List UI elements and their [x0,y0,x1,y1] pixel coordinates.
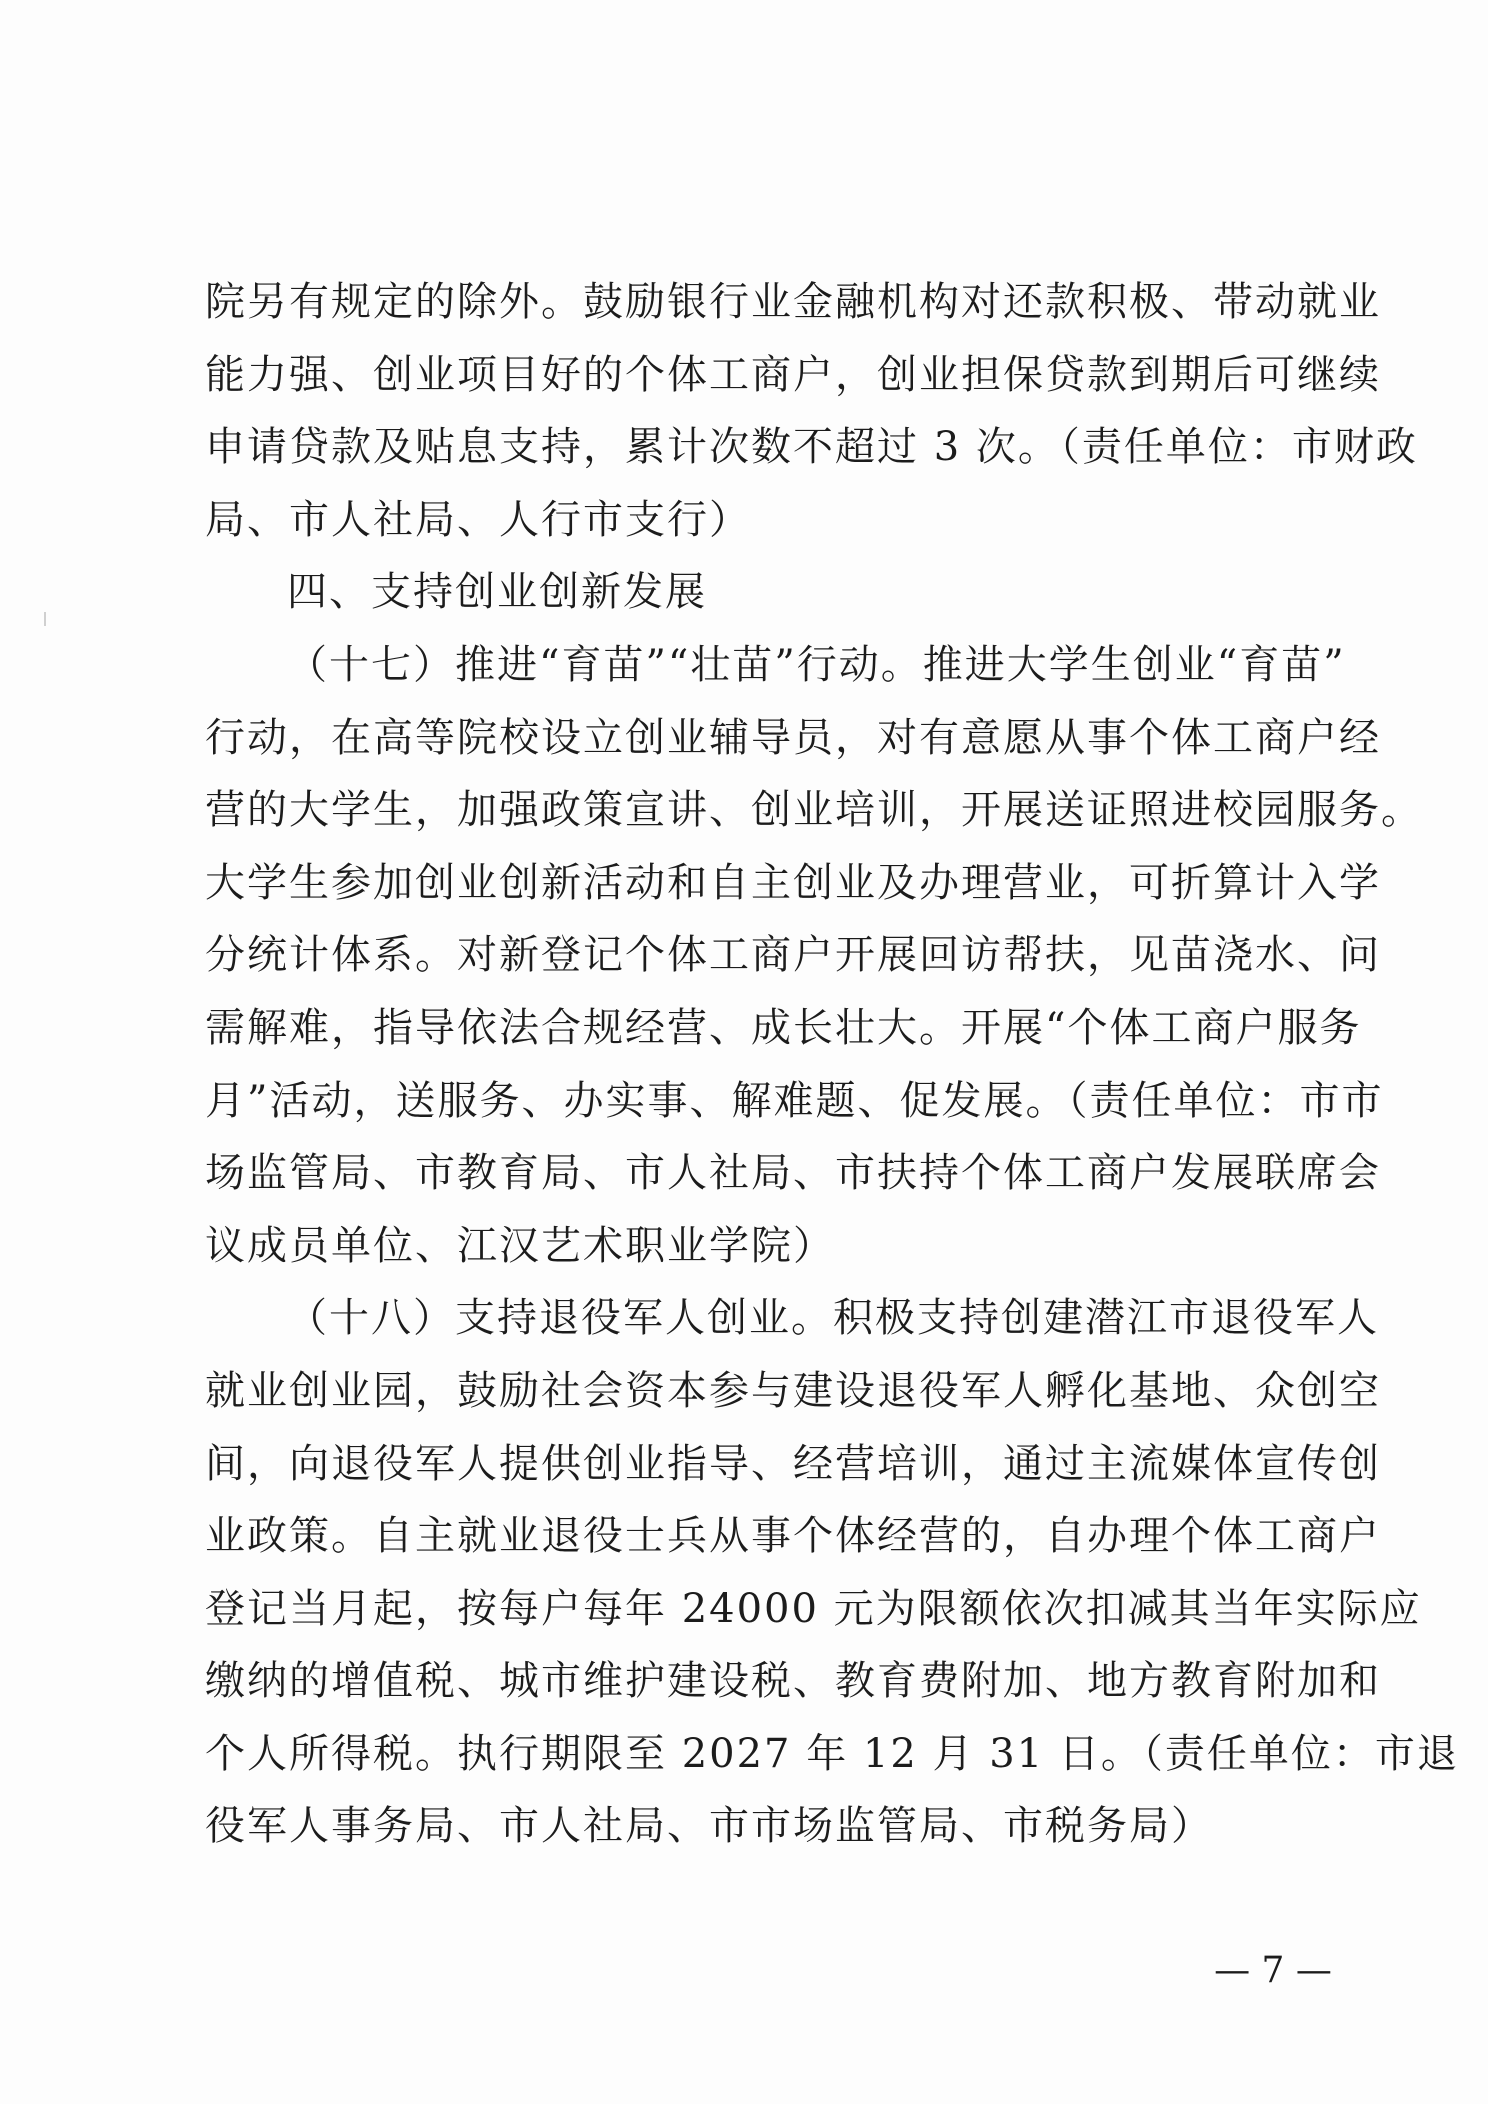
text-line: 能力强、创业项目好的个体工商户，创业担保贷款到期后可继续 [205,351,1381,398]
text-line: 大学生参加创业创新活动和自主创业及办理营业，可折算计入学 [205,859,1381,906]
text-line: 需解难，指导依法合规经营、成长壮大。开展“个体工商户服务 [205,1004,1362,1051]
text-line: 申请贷款及贴息支持，累计次数不超过 3 次。（责任单位：市财政 [205,424,1418,471]
text-line: 就业创业园，鼓励社会资本参与建设退役军人孵化基地、众创空 [205,1367,1381,1414]
text-line: 场监管局、市教育局、市人社局、市扶持个体工商户发展联席会 [205,1150,1381,1197]
text-line: 缴纳的增值税、城市维护建设税、教育费附加、地方教育附加和 [205,1658,1381,1705]
text-line: （十七）推进“育苗”“壮苗”行动。推进大学生创业“育苗” [287,641,1346,688]
text-line: 分统计体系。对新登记个体工商户开展回访帮扶，见苗浇水、问 [205,932,1381,979]
text-line: 行动，在高等院校设立创业辅导员，对有意愿从事个体工商户经 [205,714,1381,761]
text-line: 局、市人社局、人行市支行） [205,496,751,543]
binding-mark [44,612,46,626]
section-heading: 四、支持创业创新发展 [287,569,707,616]
body-text [205,266,1459,1863]
text-line: 月”活动，送服务、办实事、解难题、促发展。（责任单位：市市 [205,1077,1384,1124]
text-line: （十八）支持退役军人创业。积极支持创建潜江市退役军人 [287,1295,1379,1342]
page-number: — 7 — [1214,1950,1332,1991]
text-line: 营的大学生，加强政策宣讲、创业培训，开展送证照进校园服务。 [205,787,1423,834]
text-line: 议成员单位、江汉艺术职业学院） [205,1222,835,1269]
text-line: 役军人事务局、市人社局、市市场监管局、市税务局） [205,1803,1213,1850]
text-line: 登记当月起，按每户每年 24000 元为限额依次扣减其当年实际应 [205,1585,1422,1632]
text-line: 院另有规定的除外。鼓励银行业金融机构对还款积极、带动就业 [205,279,1381,325]
text-line: 个人所得税。执行期限至 2027 年 12 月 31 日。（责任单位：市退 [205,1730,1459,1777]
text-line: 业政策。自主就业退役士兵从事个体经营的，自办理个体工商户 [205,1513,1381,1560]
text-line: 间，向退役军人提供创业指导、经营培训，通过主流媒体宣传创 [205,1440,1381,1487]
